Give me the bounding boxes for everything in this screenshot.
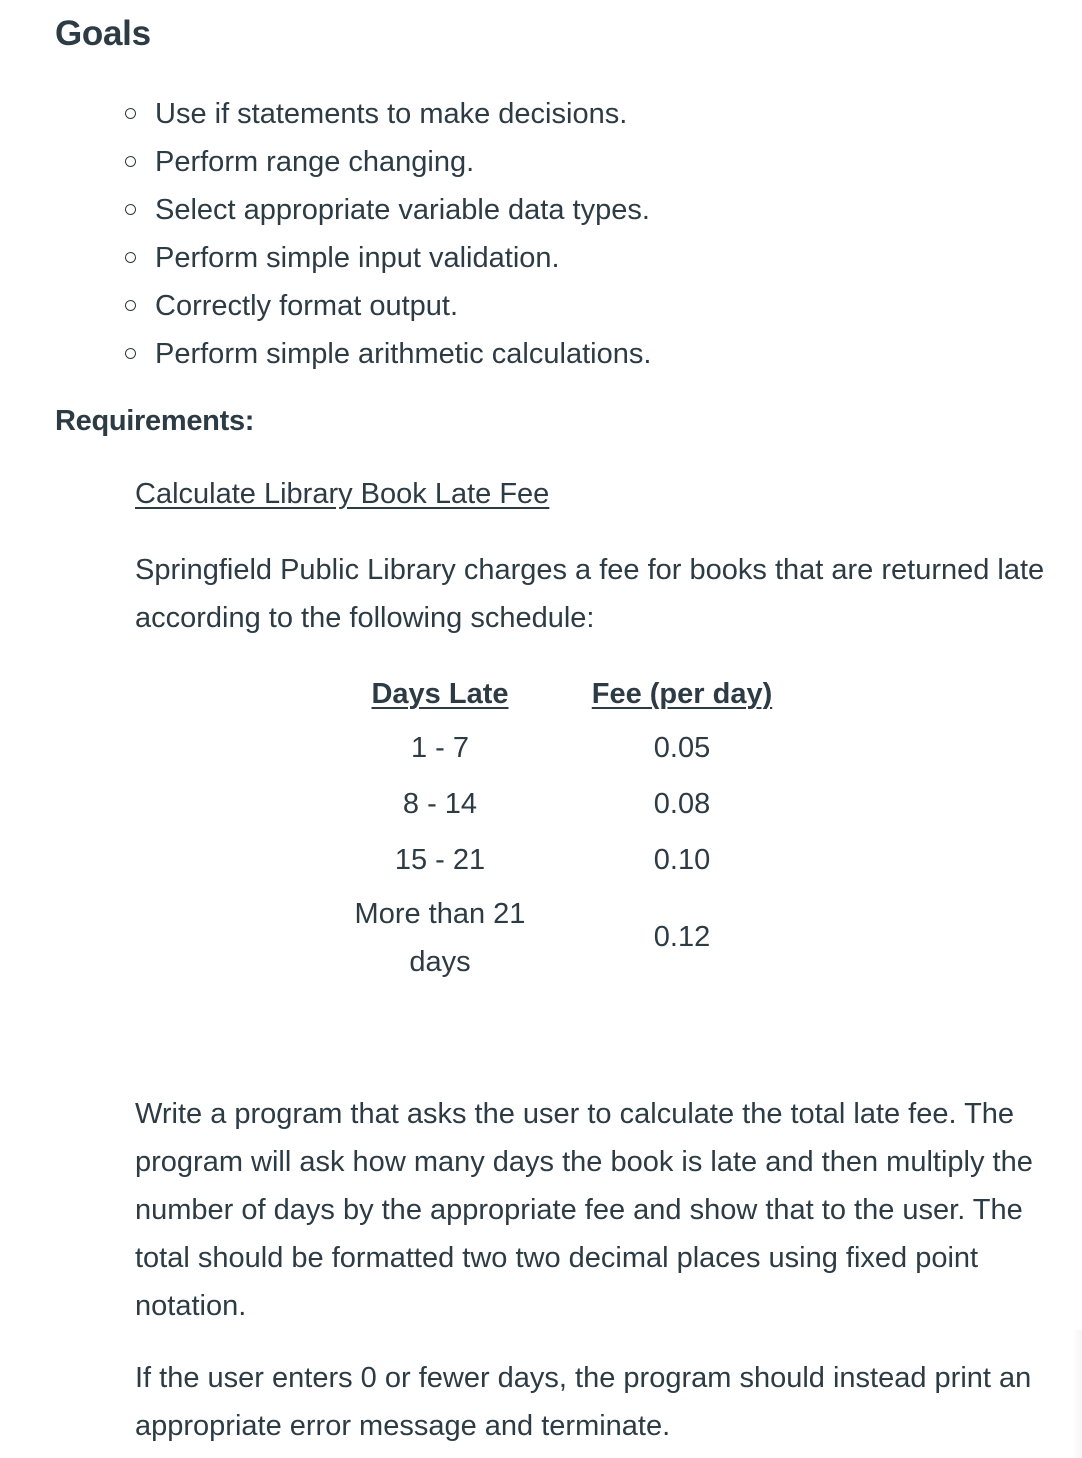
- days-cell: 1 - 7: [410, 732, 470, 764]
- circle-bullet-icon: [125, 108, 136, 119]
- fee-cell: 0.08: [653, 788, 711, 820]
- goal-item: Use if statements to make decisions.: [0, 90, 651, 138]
- goal-item: Correctly format output.: [0, 282, 651, 330]
- goal-item: Select appropriate variable data types.: [0, 186, 651, 234]
- instructions-paragraph: Write a program that asks the user to calculate the total late fee. The program will ask how many days the book is late and then multiply the number of days by the appropriate fee and show that to the user. The total should be formatted two two decimal places using fixed point notation.: [135, 1098, 1033, 1322]
- circle-bullet-icon: [125, 300, 136, 311]
- goal-item: Perform range changing.: [0, 138, 651, 186]
- fee-schedule-table: [330, 668, 814, 986]
- intro-paragraph: Springfield Public Library charges a fee for books that are returned late according to the following schedule:: [135, 554, 1045, 634]
- header-fee: Fee (per day): [591, 677, 773, 710]
- header-days-late: Days Late: [371, 677, 509, 710]
- goals-heading: Goals: [55, 14, 151, 53]
- circle-bullet-icon: [125, 204, 136, 215]
- goals-list: [0, 90, 651, 378]
- table-row: [330, 888, 814, 986]
- scroll-edge-shadow: [1072, 1330, 1082, 1458]
- requirements-heading: Requirements:: [55, 405, 255, 437]
- assignment-title: Calculate Library Book Late Fee: [135, 478, 550, 510]
- goal-item: Perform simple arithmetic calculations.: [0, 330, 651, 378]
- table-row: [330, 776, 814, 832]
- circle-bullet-icon: [125, 252, 136, 263]
- circle-bullet-icon: [125, 348, 136, 359]
- circle-bullet-icon: [125, 156, 136, 167]
- fee-cell: 0.05: [653, 732, 711, 764]
- days-cell: 15 - 21: [394, 844, 486, 876]
- days-cell: 8 - 14: [402, 788, 478, 820]
- validation-paragraph: If the user enters 0 or fewer days, the program should instead print an appropriate error message and terminate.: [135, 1362, 1032, 1442]
- fee-cell: 0.10: [653, 844, 711, 876]
- table-row: [330, 832, 814, 888]
- days-cell: More than 21 days: [354, 898, 526, 978]
- goal-item: Perform simple input validation.: [0, 234, 651, 282]
- table-row: [330, 720, 814, 776]
- fee-cell: 0.12: [653, 921, 711, 953]
- table-header-row: [330, 668, 814, 720]
